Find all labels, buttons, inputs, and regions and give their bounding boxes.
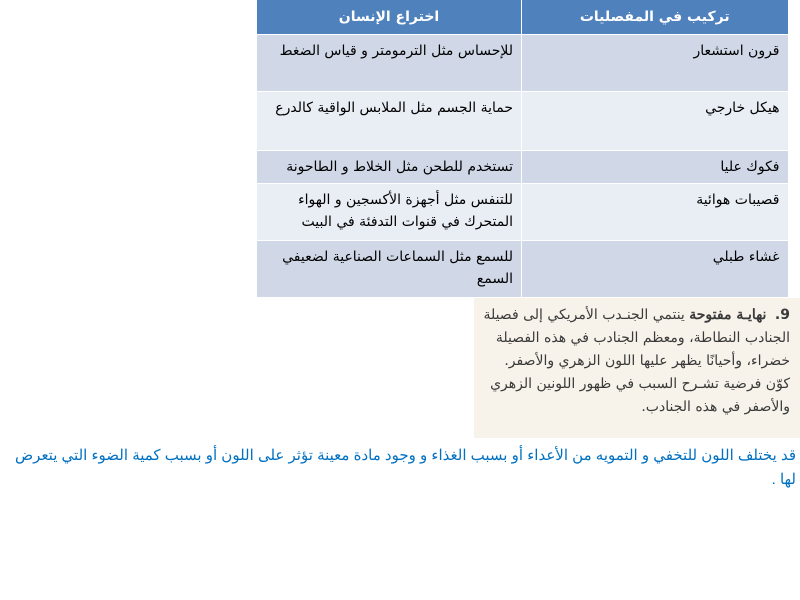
table-row: [257, 184, 788, 241]
invention-cell: تستخدم للطحن مثل الخلاط و الطاحونة: [257, 151, 522, 184]
structure-cell: قرون استشعار: [522, 35, 788, 92]
comparison-table: [256, 0, 788, 297]
question-number: 9.: [774, 307, 790, 323]
invention-cell: للتنفس مثل أجهزة الأكسجين و الهواء المتحرك في قنوات التدفئة في البيت: [257, 184, 522, 241]
answer-text: قد يختلف اللون للتخفي و التمويه من الأعداء أو بسبب الغذاء و وجود مادة معينة تؤثر على اللون أو بسبب كمية الضوء التي يتعرض لها .: [15, 447, 796, 488]
header-invention: اختراع الإنسان: [257, 0, 522, 35]
table-header-row: [257, 0, 788, 35]
question-text: ينتمي الجنـدب الأمريكي إلى فصيلة الجنادب النطاطة، ومعظم الجنادب في هذه الفصيلة خضراء، وأحيانًا يظهر عليها اللون الزهري والأصفر. كوّن فرضية تشـرح السبب في ظهور اللونين الزهري والأصفر في هذه الجنادب.: [483, 307, 790, 415]
structure-cell: قصيبات هوائية: [522, 184, 788, 241]
structure-cell: فكوك عليا: [522, 151, 788, 184]
invention-cell: للإحساس مثل الترمومتر و قياس الضغط: [257, 35, 522, 92]
table-row: [257, 151, 788, 184]
table-row: [257, 35, 788, 92]
invention-cell: حماية الجسم مثل الملابس الواقية كالدرع: [257, 92, 522, 151]
structure-cell: هيكل خارجي: [522, 92, 788, 151]
invention-cell: للسمع مثل السماعات الصناعية لضعيفي السمع: [257, 241, 522, 298]
table-row: [257, 92, 788, 151]
question-keyword: نهايـة مفتوحة: [689, 307, 767, 323]
structure-cell: غشاء طبلي: [522, 241, 788, 298]
table-row: [257, 241, 788, 298]
header-structure: تركيب في المفصليات: [522, 0, 788, 35]
question-excerpt: [474, 298, 800, 438]
